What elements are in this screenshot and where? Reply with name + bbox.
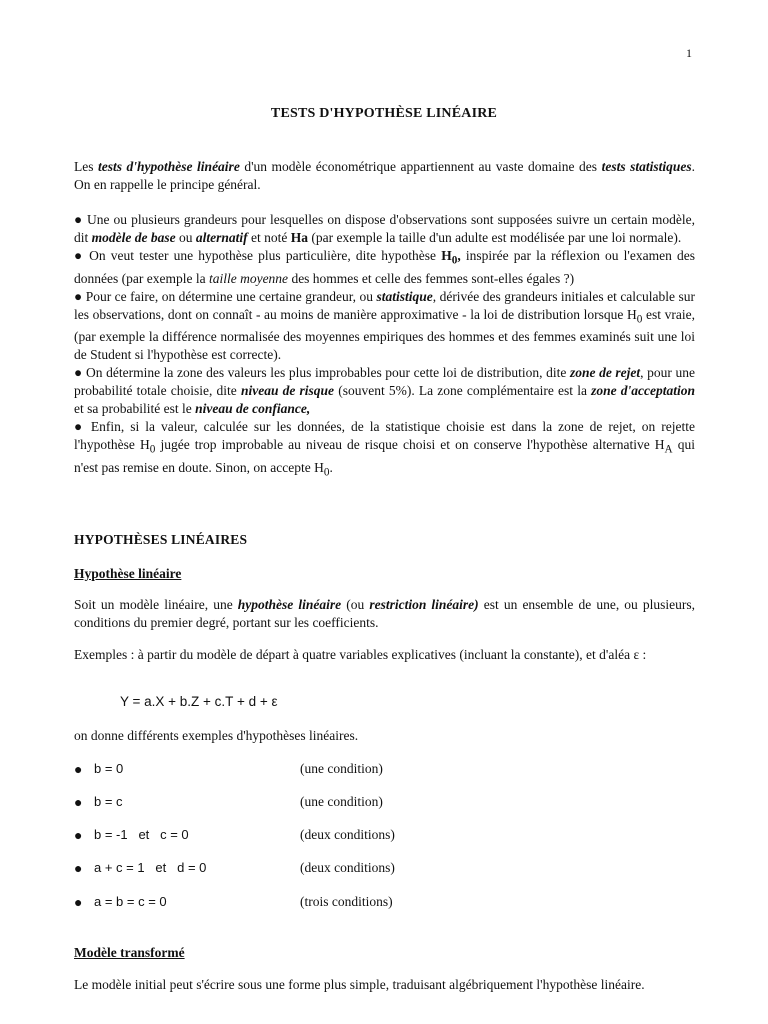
b1-emphasis-2: alternatif [195,230,248,245]
examples-intro: on donne différents exemples d'hypothèses linéaires. [74,728,359,743]
b2-emphasis-1: H [441,248,452,263]
principle-list [74,211,695,482]
b5-text-1: Enfin, si la valeur, calculée sur les données, de la statistique choisie est dans la zone de rejet, on rejette l'hypothèse H [74,419,696,453]
b5-text-3: qui n'est pas remise en doute. Sinon, on accepte H [74,437,696,476]
b4-emphasis-1: zone de rejet [569,365,641,381]
subheading-transformed-model: Modèle transformé [74,945,185,960]
b4-emphasis-2: niveau de risque [240,383,335,399]
intro-emphasis-1: tests d'hypothèse linéaire [98,159,240,174]
condition-description: (deux conditions) [300,827,395,842]
condition-description: (une condition) [300,761,383,776]
condition-expression: b = c [94,794,123,809]
b2-emphasis-1b: , [457,248,461,263]
b2-text-2: inspirée par la réflexion ou l'examen des données (par exemple la [74,248,695,286]
b3-text-2: , dérivée des grandeurs initiales et calculable sur les observations, dont on connaît - au moins de manière approximative - la loi de distribution lorsque H [74,288,695,322]
def-text-3: est un ensemble de une, ou plusieurs, conditions du premier degré, portant sur les coefficients. [74,597,696,630]
def-emphasis-1: hypothèse linéaire [237,597,342,612]
model-equation: Y = a.X + b.Z + c.T + d + ε [120,694,278,709]
b4-text-2: , pour une probabilité totale choisie, dite [74,365,695,399]
definition-paragraph [74,596,695,632]
list-item [74,418,695,481]
b2-text-3: des hommes et celle des femmes sont-elles égales ?) [288,270,575,286]
condition-description: (deux conditions) [300,860,395,875]
b3-text-3: est vraie, (par exemple la différence normalisée des moyennes empiriques des hommes et des femmes examinés suit une loi de Student si l'hypothèse est correcte). [74,306,695,363]
b5-subscript-1: 0 [149,444,156,457]
transformed-paragraph: Le modèle initial peut s'écrire sous une forme plus simple, traduisant algébriquement l'hypothèse linéaire. [74,977,645,992]
list-item [74,288,695,365]
intro-paragraph [74,158,695,194]
condition-item [74,761,674,779]
condition-item [74,860,674,878]
b1-emphasis-3: Ha [290,230,309,245]
bullet-icon: ● [74,365,83,381]
condition-item [74,894,674,912]
b1-text-2: ou [175,230,196,245]
bullet-icon: ● [74,860,83,876]
list-item [74,211,695,247]
b5-text-2: jugée trop improbable au niveau de risque choisi et on conserve l'hypothèse alternative H [155,437,665,453]
b3-emphasis-1: statistique [376,288,433,304]
b1-text-4: (par exemple la taille d'un adulte est modélisée par une loi normale). [308,230,682,245]
page-number: 1 [686,46,692,60]
b4-text-1: On détermine la zone des valeurs les plus improbables pour cette loi de distribution, dite [82,365,570,381]
b4-text-4: et sa probabilité est le [74,401,196,417]
list-item [74,364,695,418]
list-item [74,247,695,288]
b4-emphasis-3: zone d'acceptation [591,383,695,399]
def-emphasis-2: restriction linéaire) [369,597,479,612]
condition-expression: b = -1 et c = 0 [94,827,189,842]
b2-subscript: 0 [451,254,458,267]
b5-text-4: . [329,460,333,476]
b2-text-1: On veut tester une hypothèse plus particulière, dite hypothèse [83,248,442,263]
condition-item [74,827,674,845]
condition-description: (trois conditions) [300,894,393,909]
page-title: TESTS D'HYPOTHÈSE LINÉAIRE [270,106,498,121]
intro-text-2: d'un modèle économétrique appartiennent au vaste domaine des [239,159,602,174]
intro-emphasis-2: tests statistiques [601,159,692,174]
b5-subscript-2: A [664,444,673,457]
b1-text-3: et noté [247,230,291,245]
bullet-icon: ● [74,827,83,843]
b3-subscript: 0 [636,313,643,326]
b4-emphasis-4: niveau de confiance, [195,401,311,417]
bullet-icon: ● [74,794,83,810]
condition-expression: b = 0 [94,761,124,776]
condition-item [74,794,674,812]
condition-description: (une condition) [300,794,383,809]
b5-subscript-3: 0 [323,466,330,479]
intro-text-1: Les [74,159,99,174]
b3-text-1: Pour ce faire, on détermine une certaine grandeur, ou [82,288,377,304]
b2-emphasis-2: taille moyenne [208,270,289,286]
bullet-icon: ● [74,419,85,435]
b1-text-1: Une ou plusieurs grandeurs pour lesquelles on dispose d'observations sont supposées suivre un certain modèle, dit [74,212,695,245]
def-text-1: Soit un modèle linéaire, une [74,597,238,612]
examples-paragraph: Exemples : à partir du modèle de départ à quatre variables explicatives (incluant la constante), et d'aléa ε : [74,647,647,662]
b1-emphasis-1: modèle de base [91,230,176,245]
bullet-icon: ● [74,894,83,910]
bullet-icon: ● [74,248,84,263]
intro-text-3: . On en rappelle le principe général. [74,159,695,192]
b4-text-3: (souvent 5%). La zone complémentaire est la [334,383,592,399]
condition-expression: a + c = 1 et d = 0 [94,860,207,875]
section-heading: HYPOTHÈSES LINÉAIRES [74,532,248,547]
bullet-icon: ● [74,288,83,304]
condition-expression: a = b = c = 0 [94,894,167,909]
bullet-icon: ● [74,761,83,777]
def-text-2: (ou [341,597,370,612]
bullet-icon: ● [74,212,83,227]
subheading-linear-hypothesis: Hypothèse linéaire [74,566,182,581]
